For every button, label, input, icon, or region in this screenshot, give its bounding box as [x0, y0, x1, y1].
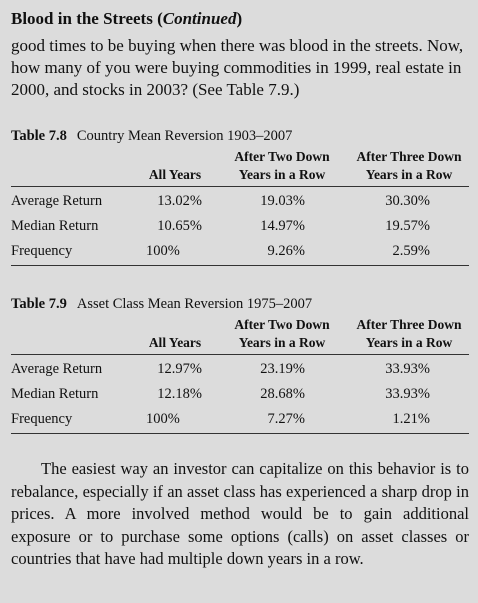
table-rule: [11, 186, 469, 187]
row-label: Median Return: [11, 218, 99, 234]
table-cell: 2.59%: [392, 243, 430, 259]
table-cell: 12.97%: [157, 361, 202, 377]
table-title: Asset Class Mean Reversion 1975–2007: [76, 296, 313, 312]
table-cell: 19.03%: [260, 193, 305, 209]
table-7-9-caption: [11, 296, 312, 313]
table-cell: 28.68%: [260, 386, 305, 402]
row-label: Frequency: [11, 411, 73, 427]
column-header-three-down: After Three Down Years in a Row: [356, 317, 462, 350]
row-label: Median Return: [11, 386, 99, 402]
table-cell: 14.97%: [260, 218, 305, 234]
body-paragraph: The easiest way an investor can capitalize on this behavior is to rebalance, especially if an asset class has experienced a sharp drop in prices. A more involved method would be to gain additional exposure or to purchase some options (calls) on asset classes or countries that have had multiple down years in a row.: [11, 459, 469, 568]
table-cell: 33.93%: [385, 386, 430, 402]
table-rule: [11, 265, 469, 266]
row-label: Average Return: [11, 361, 103, 377]
table-cell: 100%: [146, 243, 180, 259]
intro-text: good times to be buying when there was blood in the streets. Now, how many of you were buying commodities in 1999, real estate in 2000, and stocks in 2003? (See Table 7.9.): [11, 36, 464, 99]
table-rule: [11, 354, 469, 355]
table-label: Table 7.8: [11, 128, 67, 144]
sidebar-heading: Blood in the Streets (Continued): [11, 9, 243, 28]
column-header-two-down: After Two Down Years in a Row: [234, 317, 330, 350]
table-label: Table 7.9: [11, 296, 67, 312]
row-label: Frequency: [11, 243, 73, 259]
column-header-two-down: After Two Down Years in a Row: [234, 149, 330, 182]
table-cell: 12.18%: [157, 386, 202, 402]
table-cell: 13.02%: [157, 193, 202, 209]
table-rule: [11, 433, 469, 434]
column-header-three-down: After Three Down Years in a Row: [356, 149, 462, 182]
table-cell: 10.65%: [157, 218, 202, 234]
table-title: Country Mean Reversion 1903–2007: [76, 128, 293, 144]
table-cell: 1.21%: [392, 411, 430, 427]
table-cell: 19.57%: [385, 218, 430, 234]
column-header-all-years: All Years: [148, 167, 202, 182]
table-cell: 100%: [146, 411, 180, 427]
column-header-all-years: All Years: [148, 335, 202, 350]
table-cell: 7.27%: [267, 411, 305, 427]
table-cell: 9.26%: [267, 243, 305, 259]
table-cell: 33.93%: [385, 361, 430, 377]
row-label: Average Return: [11, 193, 103, 209]
table-cell: 23.19%: [260, 361, 305, 377]
table-7-8-caption: [11, 128, 292, 145]
table-cell: 30.30%: [385, 193, 430, 209]
